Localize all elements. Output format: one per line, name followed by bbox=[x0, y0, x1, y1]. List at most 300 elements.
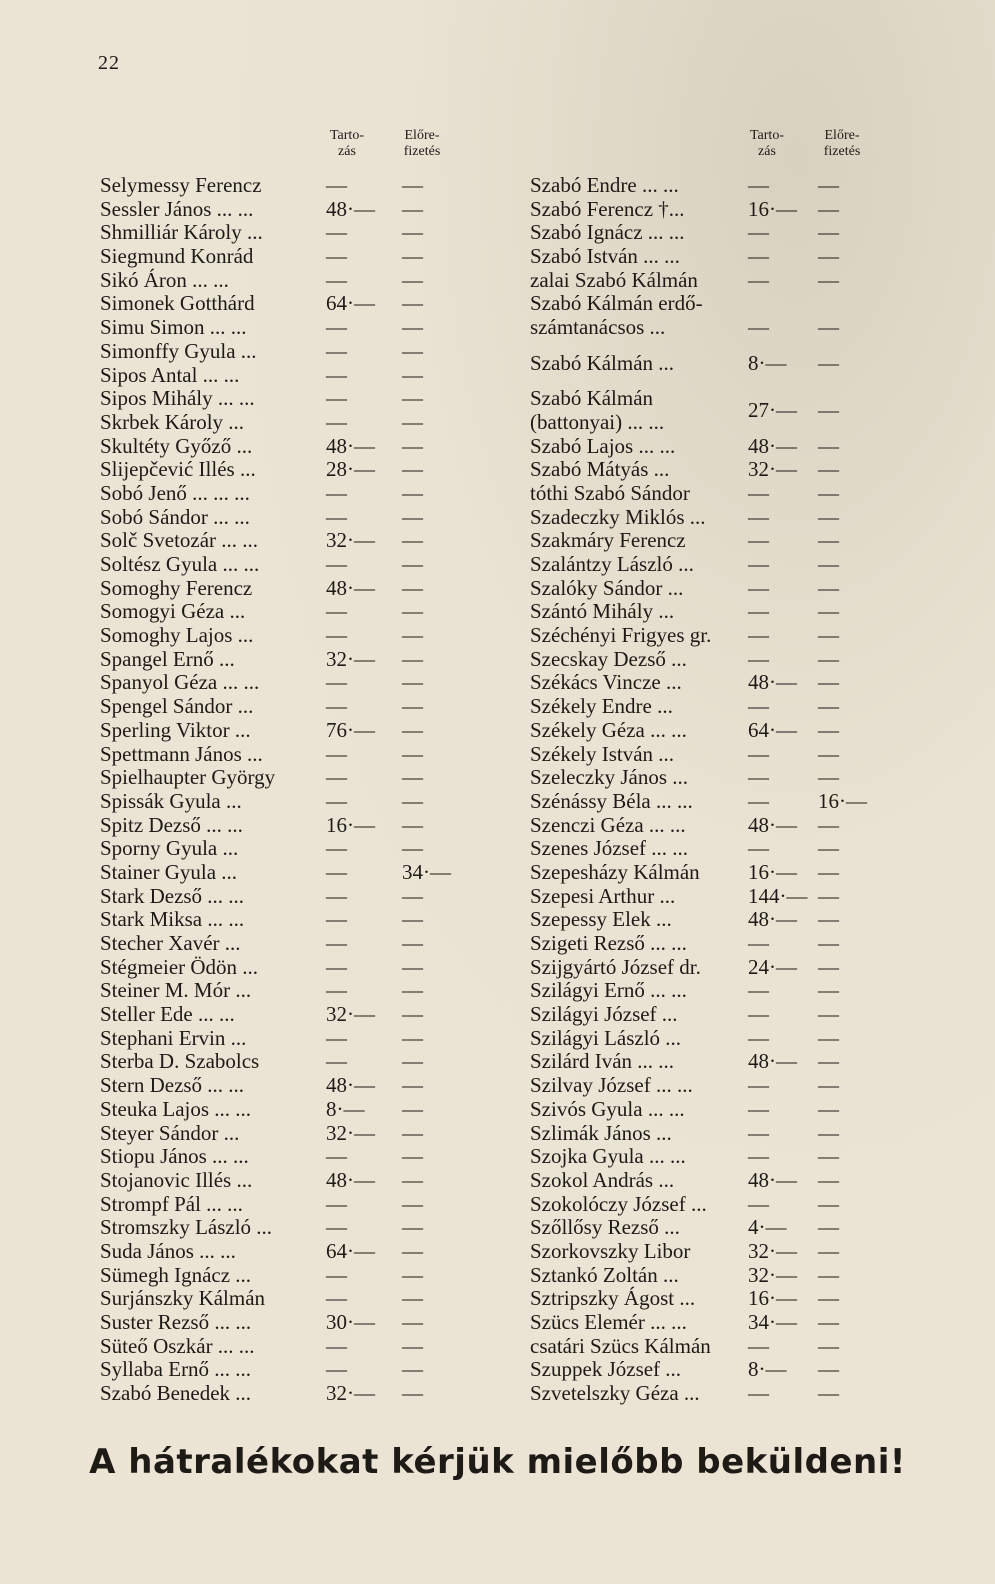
member-name: Szorkovszky Libor bbox=[530, 1238, 691, 1263]
list-item bbox=[530, 1216, 930, 1240]
elofizetes-value: — bbox=[818, 1002, 839, 1027]
tartozas-value: — bbox=[748, 788, 769, 813]
member-name: Syllaba Ernő ... ... bbox=[100, 1357, 252, 1382]
member-name: Selymessy Ferencz bbox=[100, 173, 262, 197]
tartozas-value: — bbox=[326, 1357, 347, 1382]
tartozas-value: — bbox=[326, 765, 347, 790]
elofizetes-value: — bbox=[818, 907, 839, 932]
tartozas-value: 8·— bbox=[748, 1357, 787, 1382]
member-name: Stephani Ervin ... bbox=[100, 1025, 247, 1050]
member-name: Szadeczky Miklós ... bbox=[530, 504, 706, 529]
member-name: Sikó Áron ... ... bbox=[100, 267, 229, 292]
tartozas-value: 76·— bbox=[326, 717, 375, 742]
member-name: Szénássy Béla ... ... bbox=[530, 788, 693, 813]
tartozas-value: 16·— bbox=[748, 196, 797, 221]
elofizetes-value: — bbox=[402, 220, 423, 245]
tartozas-value: — bbox=[748, 220, 769, 245]
tartozas-value: 32·— bbox=[326, 1002, 375, 1027]
tartozas-value: 24·— bbox=[748, 954, 797, 979]
elofizetes-value: — bbox=[402, 196, 423, 221]
elofizetes-value: — bbox=[818, 1096, 839, 1121]
elofizetes-value: — bbox=[402, 907, 423, 932]
list-item bbox=[530, 719, 930, 743]
list-item bbox=[100, 553, 500, 577]
elofizetes-value: 16·— bbox=[818, 788, 867, 813]
member-name: Szabó Ferencz †... bbox=[530, 196, 685, 221]
tartozas-value: — bbox=[326, 623, 347, 648]
member-name: Suda János ... ... bbox=[100, 1238, 236, 1263]
member-name: Spengel Sándor ... bbox=[100, 694, 254, 719]
member-name: Szabó Ignácz ... ... bbox=[530, 220, 685, 245]
member-name: Stiopu János ... ... bbox=[100, 1144, 249, 1169]
elofizetes-value: — bbox=[402, 788, 423, 813]
list-item bbox=[100, 1311, 500, 1335]
list-item bbox=[530, 1003, 930, 1027]
tartozas-value: 30·— bbox=[326, 1310, 375, 1334]
elofizetes-value: — bbox=[402, 670, 423, 695]
member-name: számtanácsos ... bbox=[530, 315, 666, 340]
member-name: Székely Endre ... bbox=[530, 694, 673, 719]
list-item bbox=[100, 292, 500, 316]
elofizetes-value: — bbox=[818, 1144, 839, 1169]
member-name: Szabó Kálmán ... bbox=[530, 350, 675, 375]
member-name: Simonffy Gyula ... bbox=[100, 338, 257, 363]
header-elofizetes: Előre- fizetés bbox=[823, 128, 861, 159]
member-name: Steyer Sándor ... bbox=[100, 1120, 240, 1145]
member-name: Stark Miksa ... ... bbox=[100, 907, 245, 932]
elofizetes-value: — bbox=[402, 1333, 423, 1358]
tartozas-value: — bbox=[748, 1333, 769, 1358]
elofizetes-value: — bbox=[402, 954, 423, 979]
member-name: Sporny Gyula ... bbox=[100, 836, 239, 861]
elofizetes-value: — bbox=[402, 338, 423, 363]
elofizetes-value: — bbox=[402, 812, 423, 837]
member-name: Siegmund Konrád bbox=[100, 244, 254, 269]
tartozas-value: 32·— bbox=[748, 1262, 797, 1287]
elofizetes-value: — bbox=[402, 1025, 423, 1050]
list-item bbox=[100, 245, 500, 269]
list-item bbox=[100, 1264, 500, 1288]
member-name: Szilágyi László ... bbox=[530, 1025, 682, 1050]
member-name: Szakmáry Ferencz bbox=[530, 528, 686, 553]
elofizetes-value: — bbox=[818, 599, 839, 624]
member-name: Szojka Gyula ... ... bbox=[530, 1144, 686, 1169]
tartozas-value: 4·— bbox=[748, 1215, 787, 1240]
tartozas-value: — bbox=[326, 1286, 347, 1311]
tartozas-value: 16·— bbox=[748, 859, 797, 884]
tartozas-value: — bbox=[326, 220, 347, 245]
member-name: Steller Ede ... ... bbox=[100, 1002, 235, 1027]
elofizetes-value: — bbox=[402, 1310, 423, 1334]
list-item bbox=[530, 932, 930, 956]
list-item bbox=[530, 837, 930, 861]
elofizetes-value: — bbox=[818, 1238, 839, 1263]
list-item bbox=[530, 1382, 930, 1406]
elofizetes-value: — bbox=[402, 1381, 423, 1406]
elofizetes-value: — bbox=[402, 1049, 423, 1074]
tartozas-value: — bbox=[326, 1025, 347, 1050]
tartozas-value: 48·— bbox=[748, 1167, 797, 1192]
member-name: Steuka Lajos ... ... bbox=[100, 1096, 252, 1121]
tartozas-value: — bbox=[326, 244, 347, 269]
elofizetes-value: — bbox=[818, 1381, 839, 1406]
list-item bbox=[530, 1193, 930, 1217]
list-item bbox=[100, 340, 500, 364]
elofizetes-value: — bbox=[818, 812, 839, 837]
list-item bbox=[100, 1050, 500, 1074]
elofizetes-value: — bbox=[402, 717, 423, 742]
tartozas-value: — bbox=[326, 883, 347, 908]
list-item bbox=[530, 1240, 930, 1264]
tartozas-value: — bbox=[748, 623, 769, 648]
list-item bbox=[100, 979, 500, 1003]
elofizetes-value: — bbox=[402, 1191, 423, 1216]
list-item bbox=[100, 1358, 500, 1382]
elofizetes-value: — bbox=[818, 480, 839, 505]
list-item bbox=[530, 743, 930, 767]
elofizetes-value: — bbox=[818, 1262, 839, 1287]
member-name: Szabó Endre ... ... bbox=[530, 173, 679, 197]
member-name: Szilágyi József ... bbox=[530, 1002, 678, 1027]
elofizetes-value: — bbox=[402, 1144, 423, 1169]
elofizetes-value: — bbox=[818, 646, 839, 671]
header-tartozas: Tarto- zás bbox=[329, 128, 364, 159]
list-item bbox=[100, 364, 500, 388]
member-name: Sterba D. Szabolcs bbox=[100, 1049, 260, 1074]
tartozas-value: 48·— bbox=[326, 1167, 375, 1192]
member-name: csatári Szücs Kálmán bbox=[530, 1333, 711, 1358]
tartozas-value: 48·— bbox=[748, 1049, 797, 1074]
list-item bbox=[100, 1216, 500, 1240]
tartozas-value: — bbox=[748, 978, 769, 1003]
member-name: Stecher Xavér ... bbox=[100, 931, 241, 955]
member-name: Somogyi Géza ... bbox=[100, 599, 246, 624]
member-name: Szabó Kálmán erdő- bbox=[530, 291, 703, 316]
member-name: Somoghy Ferencz bbox=[100, 575, 253, 600]
elofizetes-value: — bbox=[818, 220, 839, 245]
tartozas-value: — bbox=[326, 1215, 347, 1240]
elofizetes-value: — bbox=[818, 954, 839, 979]
member-name: Spitz Dezső ... ... bbox=[100, 812, 243, 837]
list-item bbox=[100, 577, 500, 601]
list-item bbox=[100, 1098, 500, 1122]
list-item bbox=[530, 245, 930, 269]
list-item bbox=[100, 600, 500, 624]
elofizetes-value: — bbox=[402, 291, 423, 316]
tartozas-value: — bbox=[326, 978, 347, 1003]
list-item bbox=[100, 387, 500, 411]
list-item bbox=[100, 316, 500, 340]
elofizetes-value: — bbox=[402, 931, 423, 955]
tartozas-value: — bbox=[326, 173, 347, 197]
list-item bbox=[530, 1027, 930, 1051]
tartozas-value: 32·— bbox=[326, 646, 375, 671]
tartozas-value: 48·— bbox=[326, 433, 375, 458]
member-name: Szalántzy László ... bbox=[530, 552, 694, 577]
tartozas-value: — bbox=[326, 907, 347, 932]
tartozas-value: 64·— bbox=[326, 291, 375, 316]
member-name: Sessler János ... ... bbox=[100, 196, 254, 221]
elofizetes-value: — bbox=[402, 244, 423, 269]
member-name: tóthi Szabó Sándor bbox=[530, 480, 690, 505]
member-name: Somoghy Lajos ... bbox=[100, 623, 254, 648]
elofizetes-value: — bbox=[402, 836, 423, 861]
tartozas-value: 48·— bbox=[326, 575, 375, 600]
elofizetes-value: — bbox=[818, 173, 839, 197]
tartozas-value: — bbox=[326, 1049, 347, 1074]
elofizetes-value: — bbox=[402, 1357, 423, 1382]
tartozas-value: — bbox=[326, 670, 347, 695]
elofizetes-value: — bbox=[818, 1120, 839, 1145]
list-item bbox=[100, 885, 500, 909]
elofizetes-value: — bbox=[818, 552, 839, 577]
elofizetes-value: — bbox=[818, 244, 839, 269]
member-name: Szabó István ... ... bbox=[530, 244, 680, 269]
list-item bbox=[530, 553, 930, 577]
member-name: Szücs Elemér ... ... bbox=[530, 1310, 687, 1335]
tartozas-value: — bbox=[326, 409, 347, 434]
elofizetes-value: — bbox=[818, 433, 839, 458]
member-name: Spangel Ernő ... bbox=[100, 646, 235, 671]
left-rows bbox=[100, 174, 500, 1406]
tartozas-value: 48·— bbox=[748, 907, 797, 932]
tartozas-value: — bbox=[748, 765, 769, 790]
member-name: Simu Simon ... ... bbox=[100, 315, 247, 340]
list-item bbox=[100, 458, 500, 482]
header-tartozas: Tarto- zás bbox=[749, 128, 784, 159]
list-item bbox=[530, 1335, 930, 1359]
member-name: zalai Szabó Kálmán bbox=[530, 267, 698, 292]
tartozas-value: — bbox=[748, 504, 769, 529]
tartozas-value: — bbox=[748, 1191, 769, 1216]
tartozas-value: — bbox=[326, 338, 347, 363]
list-item bbox=[100, 648, 500, 672]
member-name: Spielhaupter György bbox=[100, 765, 276, 790]
elofizetes-value: — bbox=[818, 457, 839, 482]
elofizetes-value: — bbox=[818, 741, 839, 766]
tartozas-value: 48·— bbox=[748, 670, 797, 695]
list-item bbox=[530, 529, 930, 553]
tartozas-value: 48·— bbox=[326, 1073, 375, 1098]
tartozas-value: 48·— bbox=[748, 433, 797, 458]
tartozas-value: — bbox=[326, 1262, 347, 1287]
list-item bbox=[100, 837, 500, 861]
elofizetes-value: — bbox=[402, 694, 423, 719]
member-name: Szilárd Iván ... ... bbox=[530, 1049, 675, 1074]
list-item bbox=[530, 292, 930, 316]
list-item bbox=[530, 577, 930, 601]
tartozas-value: — bbox=[326, 267, 347, 292]
member-name: Sümegh Ignácz ... bbox=[100, 1262, 252, 1287]
elofizetes-value: — bbox=[402, 623, 423, 648]
elofizetes-value: — bbox=[402, 1286, 423, 1311]
member-name: Solč Svetozár ... ... bbox=[100, 528, 259, 553]
list-item bbox=[530, 1264, 930, 1288]
elofizetes-value: — bbox=[402, 433, 423, 458]
elofizetes-value: — bbox=[402, 978, 423, 1003]
tartozas-value: 16·— bbox=[326, 812, 375, 837]
list-item bbox=[100, 766, 500, 790]
tartozas-value: — bbox=[748, 1025, 769, 1050]
tartozas-value: — bbox=[748, 1144, 769, 1169]
list-item bbox=[100, 695, 500, 719]
list-item bbox=[530, 458, 930, 482]
member-name: Suster Rezső ... ... bbox=[100, 1310, 252, 1334]
member-name: Szepesházy Kálmán bbox=[530, 859, 700, 884]
tartozas-value: 32·— bbox=[326, 1120, 375, 1145]
tartozas-value: — bbox=[748, 694, 769, 719]
tartozas-value: 64·— bbox=[748, 717, 797, 742]
footer-notice: A hátralékokat kérjük mielőbb beküldeni! bbox=[89, 1442, 906, 1482]
list-item bbox=[100, 956, 500, 980]
list-item bbox=[530, 1311, 930, 1335]
list-item bbox=[530, 600, 930, 624]
member-name: Szigeti Rezső ... ... bbox=[530, 931, 687, 956]
member-name: Stégmeier Ödön ... bbox=[100, 954, 259, 979]
list-item bbox=[100, 1122, 500, 1146]
tartozas-value: — bbox=[326, 931, 347, 955]
elofizetes-value: — bbox=[818, 398, 839, 423]
tartozas-value: — bbox=[748, 480, 769, 505]
member-name: Szántó Mihály ... bbox=[530, 599, 675, 624]
elofizetes-value: — bbox=[818, 267, 839, 292]
elofizetes-value: — bbox=[818, 1167, 839, 1192]
member-name: Székely István ... bbox=[530, 741, 675, 766]
list-item bbox=[530, 908, 930, 932]
elofizetes-value: — bbox=[818, 575, 839, 600]
member-name: Szivós Gyula ... ... bbox=[530, 1096, 685, 1121]
tartozas-value: — bbox=[326, 1144, 347, 1169]
elofizetes-value: — bbox=[818, 883, 839, 908]
tartozas-value: — bbox=[748, 1381, 769, 1406]
list-item bbox=[100, 1027, 500, 1051]
list-item bbox=[530, 861, 930, 885]
left-column-header bbox=[100, 126, 500, 174]
elofizetes-value: — bbox=[402, 741, 423, 766]
list-item bbox=[100, 1074, 500, 1098]
list-item bbox=[530, 340, 930, 387]
tartozas-value: — bbox=[748, 931, 769, 956]
elofizetes-value: — bbox=[818, 504, 839, 529]
member-name: Szecskay Dezső ... bbox=[530, 646, 687, 671]
tartozas-value: — bbox=[326, 836, 347, 861]
elofizetes-value: — bbox=[402, 504, 423, 529]
list-item bbox=[100, 1240, 500, 1264]
list-item bbox=[530, 624, 930, 648]
right-column bbox=[530, 126, 930, 1406]
list-item bbox=[100, 1335, 500, 1359]
tartozas-value: — bbox=[748, 1120, 769, 1145]
tartozas-value: 27·— bbox=[748, 398, 797, 423]
member-name: Szepessy Elek ... bbox=[530, 907, 672, 932]
tartozas-value: 28·— bbox=[326, 457, 375, 482]
elofizetes-value: — bbox=[818, 196, 839, 221]
tartozas-value: — bbox=[326, 315, 347, 340]
member-name: Széchényi Frigyes gr. bbox=[530, 623, 712, 648]
tartozas-value: — bbox=[326, 386, 347, 411]
tartozas-value: — bbox=[326, 788, 347, 813]
list-item bbox=[100, 221, 500, 245]
list-item bbox=[100, 814, 500, 838]
member-name: Szilágyi Ernő ... ... bbox=[530, 978, 687, 1003]
elofizetes-value: — bbox=[402, 883, 423, 908]
tartozas-value: — bbox=[326, 599, 347, 624]
list-item bbox=[100, 908, 500, 932]
elofizetes-value: — bbox=[402, 575, 423, 600]
list-item bbox=[530, 695, 930, 719]
member-name: Szepesi Arthur ... bbox=[530, 883, 676, 908]
list-item bbox=[530, 1287, 930, 1311]
list-item bbox=[530, 316, 930, 340]
tartozas-value: — bbox=[748, 1096, 769, 1121]
tartozas-value: 48·— bbox=[326, 196, 375, 221]
elofizetes-value: — bbox=[818, 1191, 839, 1216]
member-name: Skrbek Károly ... bbox=[100, 409, 245, 434]
tartozas-value: — bbox=[748, 646, 769, 671]
tartozas-value: — bbox=[748, 575, 769, 600]
member-name: Sobó Sándor ... ... bbox=[100, 504, 250, 529]
member-name: Stark Dezső ... ... bbox=[100, 883, 245, 908]
tartozas-value: 32·— bbox=[748, 1238, 797, 1263]
list-item bbox=[100, 482, 500, 506]
elofizetes-value: — bbox=[818, 1073, 839, 1098]
member-name: Szuppek József ... bbox=[530, 1357, 682, 1382]
tartozas-value: 16·— bbox=[748, 1286, 797, 1311]
member-name: Szilvay József ... ... bbox=[530, 1073, 693, 1098]
elofizetes-value: — bbox=[402, 457, 423, 482]
list-item bbox=[100, 1145, 500, 1169]
list-item bbox=[530, 174, 930, 198]
elofizetes-value: — bbox=[818, 1286, 839, 1311]
tartozas-value: — bbox=[748, 173, 769, 197]
elofizetes-value: — bbox=[818, 623, 839, 648]
list-item bbox=[100, 861, 500, 885]
member-name: Strompf Pál ... ... bbox=[100, 1191, 243, 1216]
member-name: Steiner M. Mór ... bbox=[100, 978, 252, 1003]
tartozas-value: — bbox=[326, 552, 347, 576]
list-item bbox=[530, 885, 930, 909]
list-item bbox=[530, 790, 930, 814]
tartozas-value: — bbox=[748, 267, 769, 292]
elofizetes-value: — bbox=[818, 350, 839, 375]
member-name: Süteő Oszkár ... ... bbox=[100, 1333, 255, 1358]
tartozas-value: — bbox=[748, 244, 769, 269]
member-name: Sobó Jenő ... ... ... bbox=[100, 480, 250, 505]
tartozas-value: 32·— bbox=[326, 528, 375, 553]
elofizetes-value: — bbox=[818, 1049, 839, 1074]
tartozas-value: 32·— bbox=[326, 1381, 375, 1406]
member-name: Spissák Gyula ... bbox=[100, 788, 242, 813]
elofizetes-value: — bbox=[402, 386, 423, 411]
elofizetes-value: — bbox=[402, 552, 423, 576]
elofizetes-value: — bbox=[402, 1002, 423, 1027]
elofizetes-value: — bbox=[402, 1096, 423, 1121]
elofizetes-value: — bbox=[818, 717, 839, 742]
right-column-header bbox=[530, 126, 930, 174]
list-item bbox=[530, 506, 930, 530]
list-item bbox=[100, 1169, 500, 1193]
tartozas-value: 64·— bbox=[326, 1238, 375, 1263]
tartozas-value: 144·— bbox=[748, 883, 808, 908]
elofizetes-value: — bbox=[818, 528, 839, 553]
member-name: Surjánszky Kálmán bbox=[100, 1286, 266, 1311]
tartozas-value: — bbox=[326, 954, 347, 979]
elofizetes-value: — bbox=[818, 670, 839, 695]
elofizetes-value: — bbox=[818, 315, 839, 340]
list-item bbox=[100, 198, 500, 222]
list-item bbox=[530, 1074, 930, 1098]
member-name: Sztankó Zoltán ... bbox=[530, 1262, 679, 1287]
